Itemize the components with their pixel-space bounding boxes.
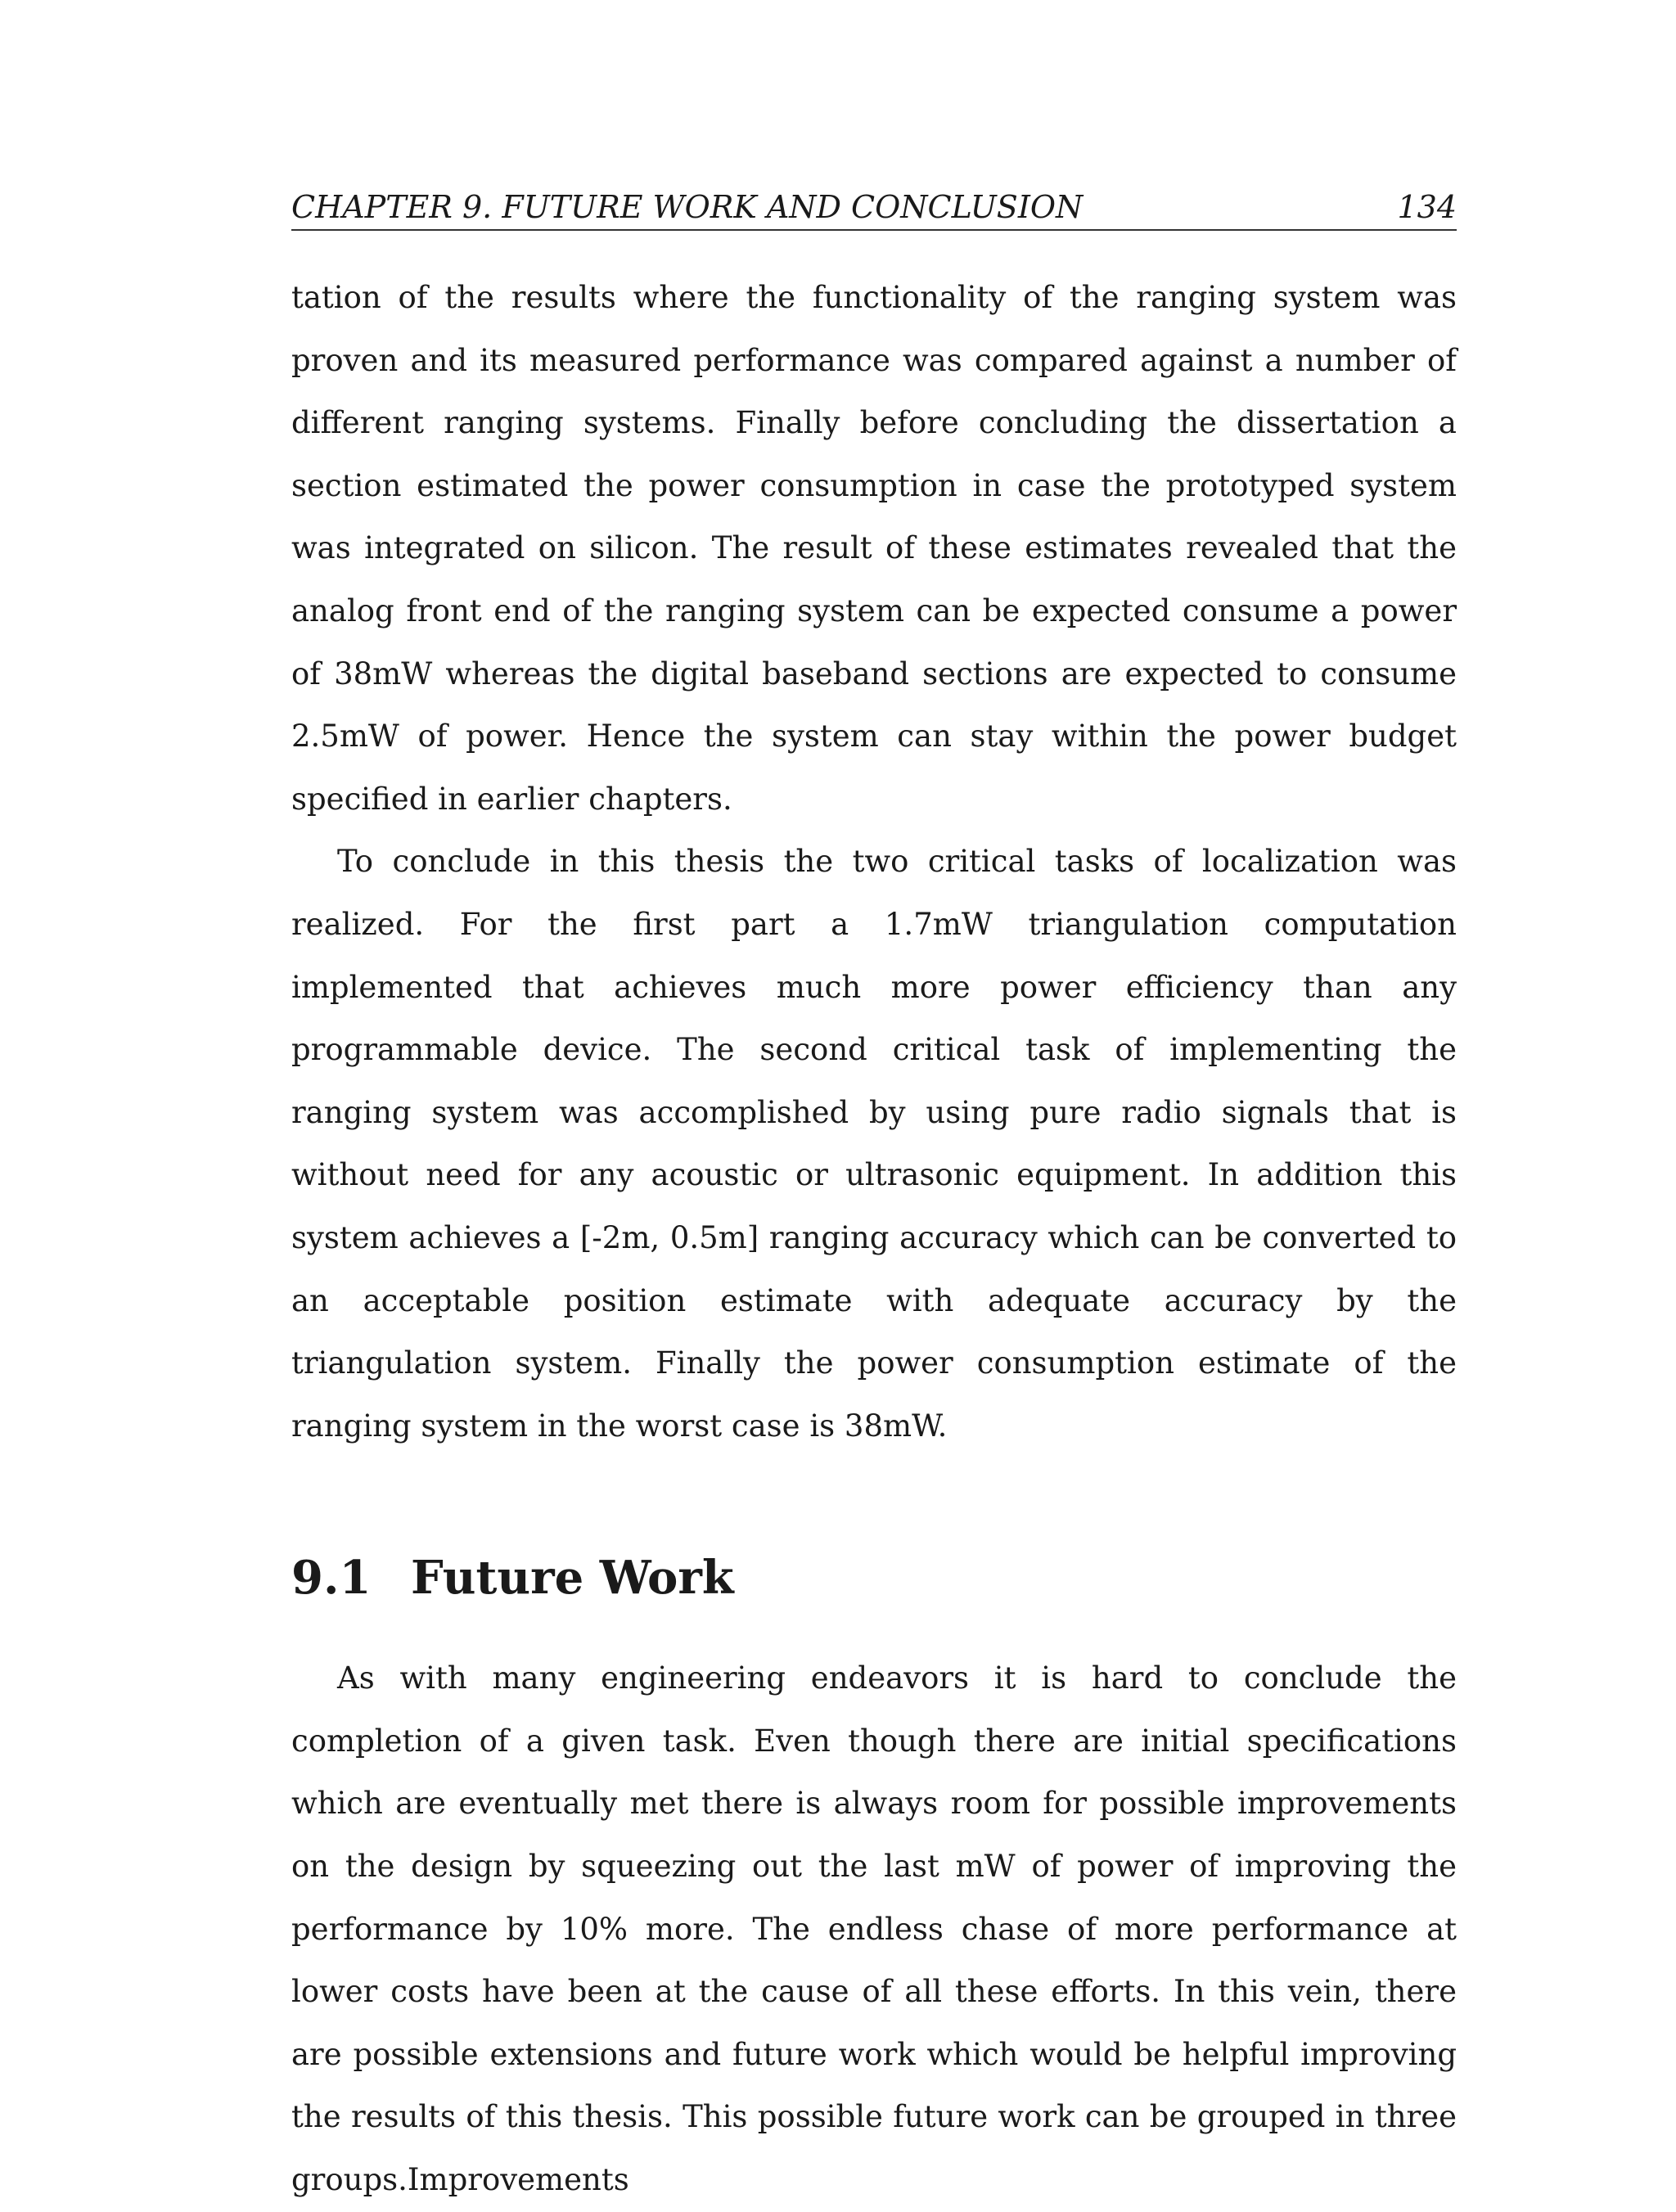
chapter-title: CHAPTER 9. FUTURE WORK AND CONCLUSION (291, 189, 1084, 225)
paragraph-conclusion: To conclude in this thesis the two critical tasks of localization was realized. For the first part a 1.7mW triangulation computation implemented that achieves much more power efficiency than any programmable device. The second critical task of implementing the ranging system was accomplished by using pure radio signals that is without need for any acoustic or ultrasonic equipment. In addition this system achieves a [-2m, 0.5m] ranging accuracy which can be converted to an acceptable position estimate with adequate accuracy by the triangulation system. Finally the power consumption estimate of the ranging system in the worst case is 38mW. (291, 844, 1457, 1444)
section-heading (291, 1549, 1457, 1606)
paragraph-summary: tation of the results where the functionality of the ranging system was proven and its measured performance was compared against a number of different ranging systems. Finally before concluding the dissertation a section estimated the power consumption in case the prototyped system was integrated on silicon. The result of these estimates revealed that the analog front end of the ranging system can be expected consume a power of 38mW whereas the digital baseband sections are expected to consume 2.5mW of power. Hence the system can stay within the power budget specified in earlier chapters. (291, 280, 1457, 817)
page-number: 134 (1397, 189, 1457, 225)
document-page (291, 188, 1457, 2212)
section-title: Future Work (411, 1551, 734, 1606)
running-header (291, 188, 1457, 231)
paragraph-future-work: As with many engineering endeavors it is hard to conclude the completion of a given task. Even though there are initial specifications which are eventually met there is always room for possible improvements on the design by squeezing out the last mW of power of improving the performance by 10% more. The endless chase of more performance at lower costs have been at the cause of all these efforts. In this vein, there are possible extensions and future work which would be helpful improving the results of this thesis. This possible future work can be grouped in three groups.Improvements (291, 1660, 1457, 2198)
section-number: 9.1 (291, 1551, 372, 1606)
